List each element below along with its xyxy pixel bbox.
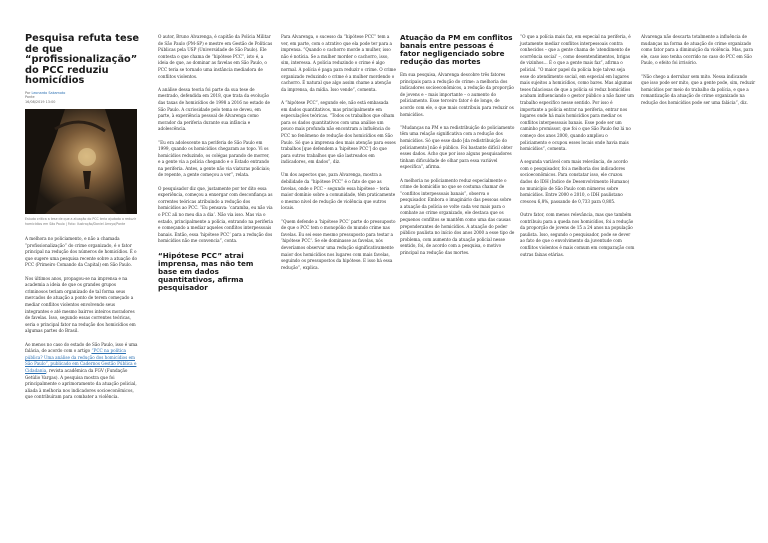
image-caption: Estudo critica a tese de que a atuação do PCC teria ajudado a reduzir homicídios em São Paulo | Foto: Ilustração/Daniel Arroyo/Ponte [25, 217, 137, 226]
byline-prefix: Por [25, 90, 31, 95]
publish-date: 16/08/2019 13:00 [25, 99, 56, 104]
author-link[interactable]: Leonardo Sakamoto [31, 90, 66, 95]
paragraph: O autor, Bruno Alvarenga, é capitão da Polícia Militar de São Paulo (PM-SP) e mestre em Gestão de Políticas Públicas pela USP (Universidade de São Paulo). Ele contesta o que chama de “hipótese PCC”, isto é, a ideia de que, ao dominar as favelas em São Paulo, o PCC teria se tornado uma instância mediadora de conflitos violentos. [158, 34, 273, 79]
paragraph: Em sua pesquisa, Alvarenga descobre três fatores principais para a redução do crime: a melhoria dos indicadores socioeconômicos, a redução da proporção de jovens e – mais importante – o aumento do policiamento. Esse terceiro fator é de longe, de acordo com ele, o que mais contribuiu para reduzir os homicídios. [400, 72, 514, 117]
paragraph-text: Ao menos no caso do estado de São Paulo, isso é uma falácia, de acordo com o artigo [25, 341, 138, 354]
paragraph: A melhora no policiamento, e não a chamada “profissionalização” do crime organizado, é o fator principal na redução dos números de homicídios. É o que sugere uma pesquisa recente sobre a atuação do PCC (Primeiro Comando da Capital) em São Paulo. [25, 236, 137, 268]
paragraph: A melhoria no policiamento reduz especialmente o crime de homicídio no que se costuma chamar de “conflitos interpessoais banais”, observa o pesquisador. Embora o imaginário das pessoas sobre a atuação da polícia se volte cada vez mais para o combate ao crime organizado, ele destaca que os pequenos conflitos se mantêm como uma das causas preponderantes de homicídios. A atuação do poder público paulista no início dos anos 2000 a esse tipo de problema, com aumento da atuação policial nesse sentido, foi, de acordo com a pesquisa, o motivo principal na redução das mortes. [400, 177, 515, 256]
article-photo [25, 109, 137, 214]
paragraph-with-link [25, 342, 140, 401]
section-heading: “Hipótese PCC” atrai imprensa, mas não tem base em dados quantitativos, afirma pesquisador [158, 250, 254, 292]
column-3 [281, 34, 396, 278]
column-4 [400, 34, 515, 263]
column-2 [158, 34, 273, 298]
cave-illustration [25, 109, 137, 214]
column-6 [641, 34, 756, 113]
paragraph-text: , revista acadêmica da FGV (Fundação Getúlio Vargas). A pesquisa mostra que foi principalmente o aprimoramento da atuação policial, aliada à melhoria nos indicadores socioeconômicos, que contribuíram para combater a violência. [25, 367, 137, 400]
paragraph: Outro fator, com menos relevância, mas que também contribuiu para a queda nos homicídios, foi a redução da proporção de jovens de 15 a 24 anos na população paulista. Isso, segundo o pesquisador, pode se dever ao fato de que o envolvimento da juventude com conflitos violentos é mais comum em comparação com outras faixas etárias. [520, 212, 635, 257]
paragraph: A segunda variável com mais relevância, de acordo com o pesquisador, foi a melhoria dos indicadores socioeconômicos. Para constatar isso, ele cruzou dados do IDH (Índice de Desenvolvimento Humano) no município de São Paulo com números sobre homicídios. Entre 2000 e 2010, o IDH paulistano cresceu 6,8%, passando de 0,733 para 0,805. [520, 159, 630, 204]
section-heading: Atuação da PM em conflitos banais entre pessoas é fator negligenciado sobre redução das mortes [400, 33, 513, 66]
paragraph: “Não chego a derrubar sem mito. Nessa indicando que isso pode ser mito, que a gente pode, sim, reduzir homicídios por meio do trabalho da polícia, e que a romantização da atuação do crime organizado na redução dos homicídios pode ser uma falácia”, diz. [641, 73, 756, 105]
paragraph: A análise dessa teoria foi parte da sua tese de mestrado, defendida em 2018, que trata da evolução das taxas de homicídios de 1998 a 2016 no estado de São Paulo. A curiosidade pelo tema se deveu, em parte, à experiência pessoal de Alvarenga como morador da periferia durante sua infância e adolescência. [158, 86, 270, 132]
paragraph: “Quem defende a ‘hipótese PCC’ parte do pressuposto de que o PCC tem o monopólio do mundo crime nas favelas. Eu sei esse mesmo pressuposto para testar a ‘hipótese PCC’. Se ele dominasse as favelas, nós deveríamos observar uma redução significativamente maior dos homicídios nos lugares com mais favelas, seguindo os pressupostos da hipótese. E isso há essa redução”, explica. [281, 218, 396, 270]
article-title: Pesquisa refuta tese de que “profissionalização” do PCC reduziu homicídios [25, 33, 140, 86]
paragraph: “Mudanças na PM e na redistribuição do policiamento têm uma relação significativa com a redução dos homicídios. Só que esse dado [da redistribuição do policiamento] não é público. Foi bastante difícil obter esses dados. Acho que por isso alguns pesquisadores tinham dificuldade de olhar para essa variável específica”, afirma. [400, 124, 515, 170]
paragraph: A “hipótese PCC”, segundo ele, não está embasada em dados quantitativos, mas principalmente em especulações teóricas. “Todos os trabalhos que olham para os dados quantitativos com uma análise um pouco mais profunda não encontram a influência do PCC no fenômeno de redução dos homicídios em São Paulo. Só que a imprensa deu mais atenção para esses trabalhos [que defendem a ‘hipótese PCC’] do que para outros trabalhos que são lastreados em indicadores, em dados”, diz. [281, 99, 396, 165]
article-reference-link[interactable]: “PCC na política pública? Uma análise da redução dos homicídios em São Paulo”, publicado em Cadernos Gestão Pública e Cidadania [25, 348, 137, 373]
paragraph: Nos últimos anos, propagou-se na imprensa e na academia a ideia de que os grandes grupos criminosos teriam organizado de tal forma seus mercados de atuação a ponto de terem começado a mediar conflitos violentos envolvendo seus integrantes e até mesmo bairros inteiros moradores de favelas. Isso, segundo essas correntes teóricas, seria o principal fator na redução dos homicídios em algumas partes do Brasil. [25, 275, 136, 334]
paragraph: Para Alvarenga, o sucesso da “hipótese PCC” tem a ver, em parte, com o atrativo que ela pode ter para a imprensa. “Quando o cachorro morde a mulher, isso não é notícia. Se a mulher morder o cachorro, isso, sim, interessa. A polícia reduzindo o crime é algo normal. A polícia é paga para reduzir o crime. O crime organizado reduzindo o crime é a mulher mordendo o cachorro. É natural que algo assim chame a atenção da imprensa, da mídia. Isso vende”, comenta. [281, 34, 396, 92]
paragraph: “O que a polícia mais faz, em especial na periferia, é justamente mediar conflitos interpessoais contra conhecidos – que a gente chama de ‘atendimento de ocorrência social’ –, como desentendimentos, brigas de vizinhos… É o que a gente mais faz”, afirma o policial. “O maior papel da polícia hoje talvez seja esse do atendimento social, em especial em lugares mais sujeitos a homicídios, como bares. Mas algumas teses falaciosas de que a polícia só reduz homicídios acabam influenciando o gestor público a não fazer um trabalho específico nesse sentido. Por isso é importante a polícia entrar na periferia, entrar nos lugares onde há mais homicídios para mediar os conflitos interpessoais banais. Esse pode ser um caminho promissor, que foi o que São Paulo fez lá no começo dos anos 2000, quando ampliou o policiamento e ocupou esses locais onde havia mais homicídios”, comenta. [520, 34, 634, 152]
paragraph: “Eu era adolescente na periferia de São Paulo em 1999, quando os homicídios chegaram ao topo. Vi os homicídios reduzindo, os colégas parando de morrer, e a gente via a polícia chegando e o Estado entrando na periferia. Antes, a gente não via viaturas policiais; de repente, a gente começou a ver”, relata. [158, 139, 271, 178]
column-1 [25, 34, 140, 408]
column-5 [520, 34, 635, 265]
paragraph: Um dos aspectos que, para Alvarenga, mostra a debilidade da “hipótese PCC” é o fato de que as favelas, onde o PCC – segundo essa hipótese – teria maior domínio sobre a comunidade, têm praticamente o mesmo nível de redução de violência que outros locais. [281, 172, 396, 211]
paragraph: Alvarenga não descarta totalmente a influência de mudanças na forma de atuação do crime organizado como fator para a diminuição da violência. Mas, para ele, caso isso tenha ocorrido no caso do PCC em São Paulo, o efeito foi irrisório. [641, 34, 753, 66]
source-name: Ponte [25, 95, 35, 100]
paragraph: O pesquisador diz que, justamente por ter dito essa experiência, começou a enxergar com desconfiança as correntes teóricas atribuindo a redução dos homicídios ao PCC. “Eu pensava: ‘caramba, eu não via o PCC ali no meu dia a dia’. Não via isso. Mas via o estado, principalmente a polícia, entrando na periferia e começando a mediar aqueles conflitos interpessoais banais. Então, essa ‘hipótese PCC’ para a redução dos homicídios não me convencia”, conta. [158, 185, 273, 244]
